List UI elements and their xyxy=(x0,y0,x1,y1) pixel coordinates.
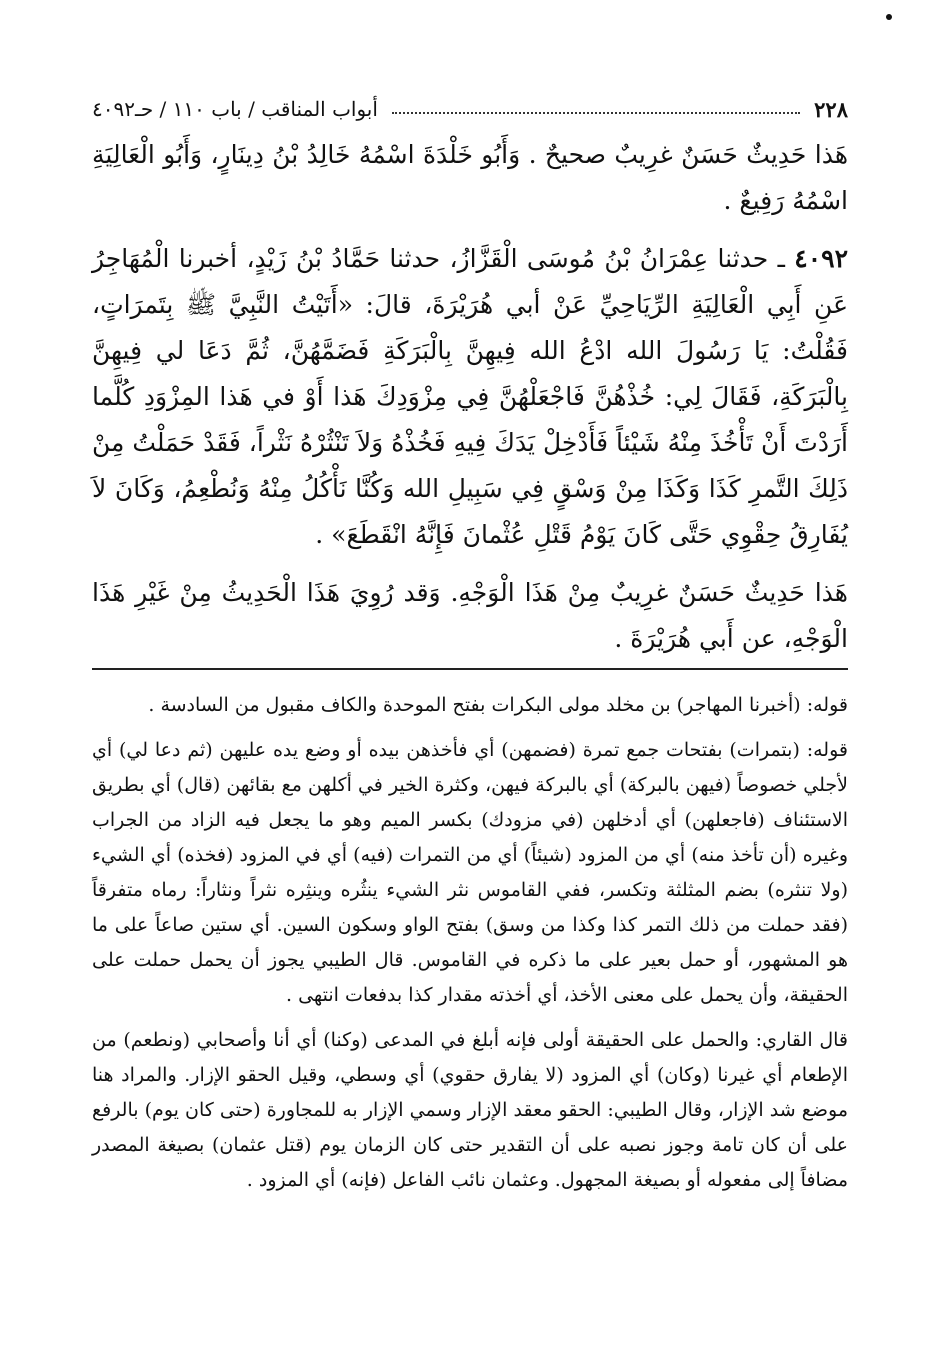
main-text xyxy=(92,132,848,674)
grading-paragraph: هَذا حَدِيثٌ حَسَنٌ غرِيبٌ صحيحٌ . وَأَبُو خَلْدَةَ اسْمُهُ خَالِدُ بْنُ دِينَارٍ، وَأَبُو الْعَالِيَةِ اسْمُهُ رَفِيعٌ . xyxy=(92,140,848,215)
note-2: قوله: (بتمرات) بفتحات جمع تمرة (فضمهن) أي فأخذهن بيده أو وضع يده عليهن (ثم دعا لي) أي لأجلي خصوصاً (فيهن بالبركة) أي بالبركة فيهن، وكثرة الخير في أكلهن مع بقائهن (قال) أي بطريق الاستئناف (فاجعلهن) أي أدخلهن (في مزودك) بكسر الميم وهو ما يجعل فيه الزاد من الجراب وغيره (أن تأخذ منه) أي من المزود (شيئاً) أي من التمرات (فيه) أي في المزود (فخذه) أي الشيء (ولا تنثره) بضم المثلثة وتكسر، ففي القاموس نثر الشيء ينثُره وينثِره نثراً ونثاراً: رماه متفرقاً (فقد حملت من ذلك التمر كذا وكذا من وسق) بفتح الواو وسكون السين. أي ستين صاعاً على ما هو المشهور، أو حمل بعير على ما ذكره في القاموس. قال الطيبي يجوز أن يحمل حملت على الحقيقة، وأن يحمل على معنى الأخذ، أي أخذته مقدار كذا بدفعات انتهى . xyxy=(92,739,848,1006)
commentary xyxy=(92,688,848,1208)
hadith-number: ٤٠٩٢ xyxy=(794,244,849,273)
note-1: قوله: (أخبرنا المهاجر) بن مخلد مولى البكرات بفتح الموحدة والكاف مقبول من السادسة . xyxy=(148,694,848,716)
leader-dots xyxy=(392,112,800,114)
hadith-text: ـ حدثنا عِمْرَانُ بْنُ مُوسَى الْقَزَّازُ، حدثنا حَمَّادُ بْنُ زَيْدٍ، أخبرنا الْمُهَاجِرُ عَنِ أَبِي الْعَالِيَةِ الرِّيَاحِيِّ عَنْ أبي هُرَيْرَةَ، قالَ: «أَتَيْتُ النَّبِيَّ ﷺ بِتَمرَاتٍ، فَقُلْتُ: يَا رَسُولَ الله ادْعُ الله فِيهِنَّ بِالْبَرَكَةِ فَضَمَّهُنَّ، ثُمَّ دَعَا لي فِيهِنَّ بِالْبَرَكَةِ، فَقَالَ لِي: خُذْهُنَّ فَاجْعَلْهُنَّ فِي مِزْوَدِكَ هَذا أَوْ في هَذا المِزْوَدِ كُلَّما أَرَدْتَ أَنْ تَأْخُذَ مِنْهُ شَيْئاً فَأَدْخِلْ يَدَكَ فِيهِ فَخُذْهُ وَلاَ تَنْثُرْهُ نَثْراً، فَقَدْ حَمَلْتُ مِنْ ذَلِكَ التَّمرِ كَذَا وَكَذَا مِنْ وَسْقٍ فِي سَبِيلِ الله وَكُنَّا نَأْكُلُ مِنْهُ وَنُطْعِمُ، وَكَانَ لاَ يُفَارِقُ حِقْوِي حَتَّى كَانَ يَوْمُ قَتْلِ عُثْمانَ فَإِنَّهُ انْقَطَعَ» . xyxy=(92,244,848,549)
page-number: ٢٢٨ xyxy=(814,96,848,122)
note-3: قال القاري: والحمل على الحقيقة أولى فإنه أبلغ في المدعى (وكنا) أي أنا وأصحابي (ونطعم) من الإطعام أي غيرنا (وكان) أي المزود (لا يفارق حقوي) أي وسطي، وقيل الحقو الإزار. والمراد هنا موضع شد الإزار، وقال الطيبي: الحقو معقد الإزار وسمي الإزار به للمجاورة (حتى كان يوم) بالرفع على أن كان تامة وجوز نصبه على أن التقدير حتى كان الزمان يوم (قتل عثمان) بصيغة المصدر مضافاً إلى مفعوله أو بصيغة المجهول. وعثمان نائب الفاعل (فإنه) أي المزود . xyxy=(92,1029,848,1191)
running-header xyxy=(92,92,848,126)
hadith-paragraph xyxy=(92,236,848,558)
footnote-divider xyxy=(92,668,848,670)
closing-paragraph: هَذا حَدِيثٌ حَسَنٌ غرِيبٌ مِنْ هَذَا الْوَجْهِ. وَقد رُوِيَ هَذَا الْحَدِيثُ مِنْ غَيْرِ هَذَا الْوَجْهِ، عن أَبي هُرَيْرَةَ . xyxy=(92,578,848,653)
stray-mark xyxy=(886,14,892,20)
running-title: أبواب المناقب / باب ١١٠ / حـ٤٠٩٢ xyxy=(92,97,378,121)
